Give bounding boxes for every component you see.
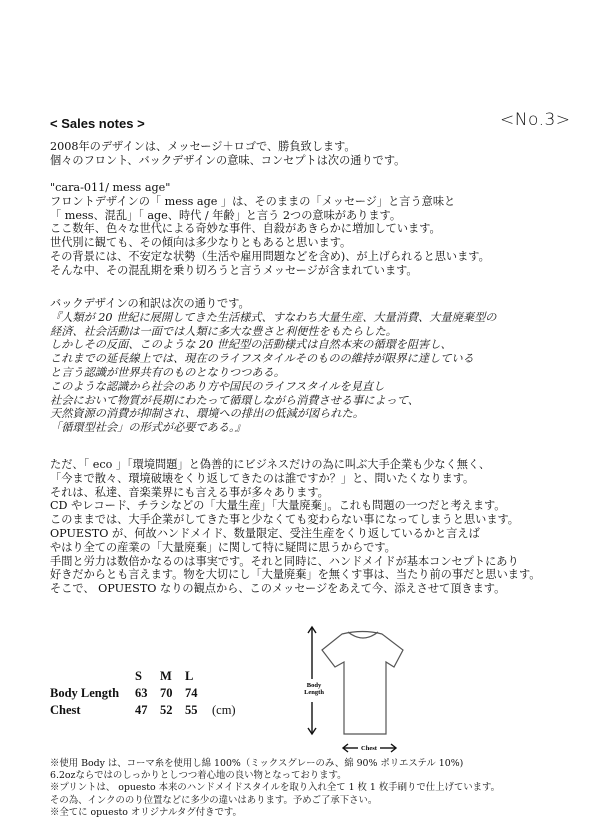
text-line: CD やレコード、チラシなどの「大量生産」「大量廃棄」。これも問題の一つだと考えます。 [50, 499, 506, 513]
unit-label: (cm) [212, 703, 236, 717]
text-line: 世代別に観ても、その傾向は多少なりともあると思います。 [50, 236, 352, 250]
footnote-line: ※全てに opuesto オリジナルタグ付きです。 [50, 806, 242, 818]
text-line: その背景には、不安定な状勢（生活や雇用問題などを含め)、が上げられると思います。 [50, 249, 490, 263]
size-value: 47 [135, 703, 148, 717]
row-label: Body Length [50, 686, 120, 700]
quote-line: 経済、社会活動は一面では人類に多大な豊さと利便性をもたらした。 [50, 324, 397, 338]
front-design-paragraph [50, 181, 490, 278]
size-value: 52 [160, 703, 173, 717]
text-line: そんな中、その混乱期を乗り切ろうと言うメッセージが含まれています。 [50, 263, 418, 277]
quote-line: 「循環型社会」の形式が必要である。』 [50, 421, 246, 435]
size-value: 70 [160, 686, 173, 700]
tshirt-size-diagram [300, 624, 440, 756]
section-heading: < Sales notes > [50, 116, 145, 131]
text-line: 「今まで散々、環境破壊をくり返してきたのは誰ですか？」と、問いたくなります。 [50, 471, 475, 485]
text-line: ただ、「 eco 」「環境問題」と偽善的にビジネスだけの為に叫ぶ大手企業も少なく無く、 [50, 458, 491, 471]
intro-paragraph [50, 140, 405, 168]
quote-line: これまでの延長線上では、現在のライフスタイルそのものの維持が限界に達している [50, 352, 474, 366]
message-paragraph [50, 458, 540, 596]
chest-label: Chest [361, 745, 377, 752]
text-line: ここ数年、色々な世代による奇妙な事件、自殺があきらかに増加しています。 [50, 222, 441, 236]
quote-line: 『人類が 20 世紀に展開してきた生活様式、すなわち大量生産、大量消費、大量廃棄型の [50, 310, 497, 324]
text-line: それは、私達、音楽業界にも言える事が多々あります。 [50, 485, 329, 499]
text-line: 好きだからとも言えます。物を大切にし「大量廃棄」を無くす事は、当たり前の事だと思います。 [50, 568, 541, 582]
text-line: フロントデザインの「 mess age 」は、そのままの「メッセージ」と言う意味と [50, 194, 456, 208]
body-length-label: Body [306, 682, 322, 689]
size-header-row [50, 668, 236, 685]
text-line: 2008年のデザインは、メッセージ＋ロゴで、勝負致します。 [50, 140, 356, 153]
footnote-line: ※プリントは、 opuesto 本来のハンドメイドスタイルを取り入れ全て 1 枚 1 枚手刷りで仕上げています。 [50, 782, 500, 794]
size-row-body-length [50, 685, 236, 702]
footnote-line: その為、インクののり位置などに多少の違いはあります。予めご了承下さい。 [50, 794, 378, 806]
text-line: "cara-011/ mess age" [50, 181, 171, 194]
size-value: 63 [135, 686, 148, 700]
size-value: 74 [185, 686, 198, 700]
text-line: バックデザインの和訳は次の通りです。 [50, 297, 250, 310]
quote-line: 社会において物質が長期にわたって循環しながら消費させる事によって、 [50, 393, 419, 407]
size-table [50, 668, 236, 719]
row-label: Chest [50, 703, 81, 717]
tshirt-outline-icon [322, 632, 403, 735]
text-line: そこで、 OPUESTO なりの観点から、このメッセージをあえて今、添えさせて頂きます。 [50, 582, 506, 596]
size-header: M [160, 669, 172, 683]
body-length-label: Length [304, 689, 324, 696]
text-line: このままでは、大手企業がしてきた事と少なくても変わらない事になってしまうと思います。 [50, 513, 519, 527]
text-line: やはり全ての産業の「大量廃棄」に関して特に疑問に思うからです。 [50, 540, 396, 554]
footnote-line: ※使用 Body は、コーマ糸を使用し綿 100%（ミックスグレーのみ、綿 90% ポリエステル 10%) [50, 758, 464, 769]
footnote-line: 6.2ozならではのしっかりとしつつ着心地の良い物となっております。 [50, 770, 347, 782]
size-row-chest [50, 702, 236, 719]
page-number: <No.3> [500, 110, 571, 130]
text-line: 手間と労力は数倍かなるのは事実です。それと同時に、ハンドメイドが基本コンセプトにあり [50, 554, 519, 568]
body-length-arrow-icon [308, 627, 316, 734]
back-design-paragraph [50, 297, 496, 435]
size-header: S [135, 669, 142, 683]
text-line: OPUESTO が、何故ハンドメイド、数量限定、受注生産をくり返しているかと言えば [50, 526, 480, 540]
quote-line: 天然資源の消費が抑制され、環境への排出の低減が図られた。 [50, 407, 364, 421]
quote-line: しかしその反面、このような 20 世紀型の活動様式は自然本来の循環を阻害し、 [50, 338, 452, 352]
quote-line: このような認識から社会のあり方や国民のライフスタイルを見直し [50, 379, 385, 393]
text-line: 個々のフロント、バックデザインの意味、コンセプトは次の通りです。 [50, 153, 406, 167]
text-line: 「 mess、混乱」「 age、時代 / 年齢」と言う 2つの意味があります。 [50, 208, 402, 222]
footnotes [50, 758, 500, 819]
size-value: 55 [185, 703, 198, 717]
size-header: L [185, 669, 194, 683]
quote-line: と言う認識が世界共有のものとなりつつある。 [50, 365, 285, 379]
